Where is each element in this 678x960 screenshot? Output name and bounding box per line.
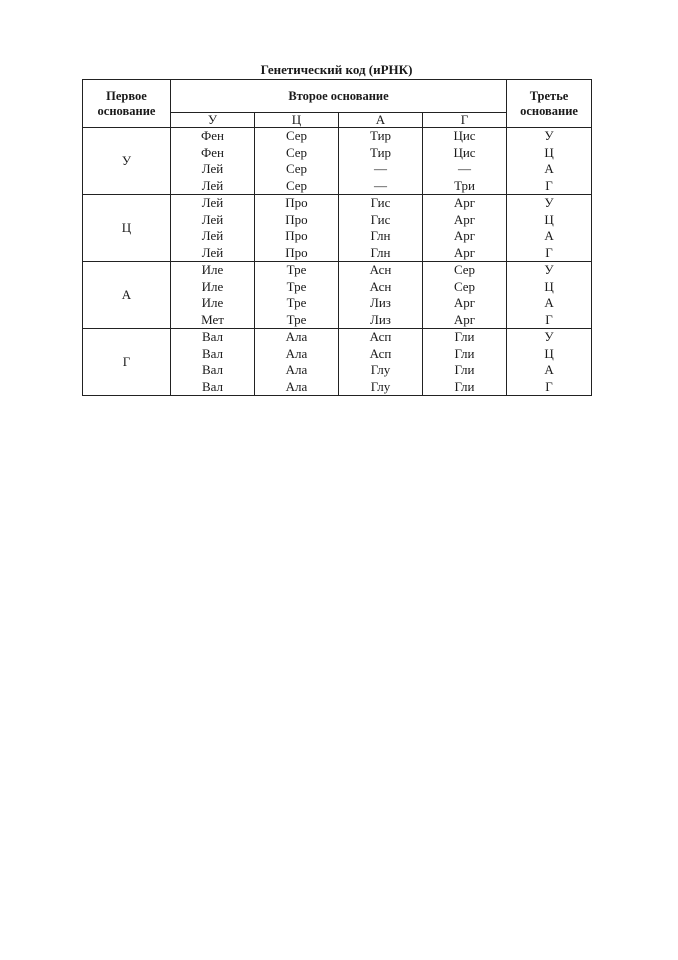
codon-groups [83,128,592,396]
third-base: Ц [544,345,554,361]
amino-acid: Вал [201,378,224,394]
amino-acid: Арг [453,195,476,210]
amino-acid: — [458,161,472,176]
amino-acid-cell [423,262,507,329]
amino-acid: Сер [285,128,308,143]
amino-acid: Иле [201,262,224,277]
amino-acid: Про [285,244,308,260]
amino-acid-cell [339,128,423,195]
amino-acid: Мет [201,311,224,327]
amino-acid: Вал [201,362,224,377]
third-base: У [544,128,554,143]
header-second-base: Второе основание [171,80,507,113]
header-third-base: Третье основание [507,80,592,128]
amino-acid: Гис [370,211,391,227]
amino-acid-cell [255,195,339,262]
amino-acid: Арг [453,228,476,243]
amino-acid: Ала [285,362,308,377]
first-base-cell: Ц [83,195,171,262]
third-base: Г [545,177,553,193]
amino-acid: Тре [286,278,307,294]
amino-acid: Асн [369,278,392,294]
second-base-label: А [339,113,423,128]
amino-acid: Про [285,195,308,210]
third-base-cell [507,195,592,262]
amino-acid: Лиз [370,311,391,327]
amino-acid: Тре [286,311,307,327]
third-base: Ц [544,278,554,294]
codon-group-row [83,128,592,195]
amino-acid: Лей [201,161,224,176]
amino-acid-cell [339,329,423,396]
amino-acid: Сер [285,144,308,160]
amino-acid: Гис [370,195,391,210]
third-base: У [544,195,554,210]
amino-acid: Лей [201,244,224,260]
amino-acid: Вал [201,345,224,361]
amino-acid: Арг [453,244,476,260]
amino-acid-cell [255,262,339,329]
amino-acid-cell [423,128,507,195]
amino-acid-cell [255,329,339,396]
second-base-label: Ц [255,113,339,128]
amino-acid: Гли [454,345,475,361]
third-base: У [544,262,554,277]
amino-acid: Сер [285,177,308,193]
amino-acid: Арг [453,311,476,327]
third-base: Ц [544,211,554,227]
amino-acid-cell [339,195,423,262]
third-base: А [544,161,554,176]
amino-acid: Сер [285,161,308,176]
amino-acid-cell [171,195,255,262]
third-base: У [544,329,554,344]
genetic-code-table [82,79,592,396]
amino-acid-cell [171,329,255,396]
amino-acid: Фен [201,144,224,160]
amino-acid: Тир [369,144,392,160]
amino-acid: Ала [285,378,308,394]
third-base: Г [545,244,553,260]
amino-acid: Асн [369,262,392,277]
codon-group-row [83,329,592,396]
amino-acid: Цис [453,128,476,143]
amino-acid: Тре [286,295,307,310]
amino-acid-cell [339,262,423,329]
amino-acid: Гли [454,362,475,377]
header-row [83,80,592,113]
third-base: А [544,295,554,310]
amino-acid: Сер [453,278,476,294]
codon-group-row [83,195,592,262]
third-base: Г [545,311,553,327]
amino-acid: Про [285,211,308,227]
amino-acid: Лей [201,228,224,243]
amino-acid: Сер [453,262,476,277]
table-title: Генетический код (иРНК) [260,62,413,77]
amino-acid: Глн [370,228,391,243]
amino-acid: Асп [369,329,392,344]
amino-acid: Лиз [370,295,391,310]
third-base-cell [507,329,592,396]
amino-acid: Асп [369,345,392,361]
amino-acid: Лей [201,177,224,193]
amino-acid-cell [423,195,507,262]
amino-acid: Глу [370,362,391,377]
amino-acid: Глу [370,378,391,394]
amino-acid: Арг [453,211,476,227]
amino-acid: Три [454,177,475,193]
amino-acid: Лей [201,211,224,227]
amino-acid-cell [423,329,507,396]
amino-acid: Ала [285,329,308,344]
amino-acid: — [374,177,387,193]
amino-acid: Гли [454,329,475,344]
amino-acid: — [374,161,387,176]
amino-acid-cell [171,128,255,195]
amino-acid: Фен [201,128,224,143]
amino-acid: Ала [285,345,308,361]
first-base-cell: А [83,262,171,329]
amino-acid: Про [285,228,308,243]
amino-acid: Лей [201,195,224,210]
third-base-cell [507,128,592,195]
amino-acid: Глн [370,244,391,260]
amino-acid: Иле [201,278,224,294]
amino-acid: Тре [286,262,307,277]
first-base-cell: У [83,128,171,195]
third-base: А [544,362,554,377]
amino-acid: Гли [454,378,475,394]
third-base: А [544,228,554,243]
first-base-cell: Г [83,329,171,396]
amino-acid-cell [255,128,339,195]
second-base-label: У [171,113,255,128]
amino-acid-cell [171,262,255,329]
amino-acid: Тир [369,128,392,143]
third-base: Ц [544,144,554,160]
codon-group-row [83,262,592,329]
third-base: Г [545,378,553,394]
amino-acid: Арг [453,295,476,310]
amino-acid: Иле [201,295,224,310]
amino-acid: Вал [201,329,224,344]
third-base-cell [507,262,592,329]
header-first-base: Первое основание [83,80,171,128]
amino-acid: Цис [453,144,476,160]
second-base-label: Г [423,113,507,128]
